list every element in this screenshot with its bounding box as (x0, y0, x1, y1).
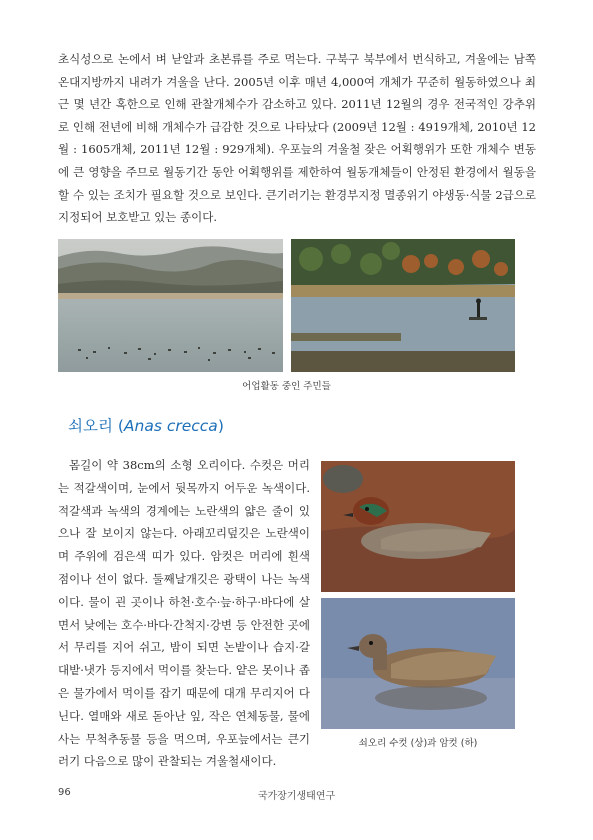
male-teal-photo (321, 461, 515, 592)
publication-title: 국가장기생태연구 (257, 791, 336, 802)
female-teal-photo (321, 598, 515, 729)
species-description: 몸길이 약 38cm의 소형 오리이다. 수컷은 머리는 적갈색이며, 눈에서 뒷목까지 어두운 녹색이다. 적갈색과 녹색의 경계에는 노란색의 얇은 줄이 있으나 잘 보이지 않는다. 아래꼬리덮깃은 노란색이며 주위에 검은색 띠가 있다. 암컷은 머리에 흰색 점이나 선이 없다. 둘째날개깃은 광택이 나는 녹색이다. 물이 괸 곳이나 하천·호수·늪·하구·바다에 살면서 낮에는 호수·바다·간척지·강변 등 안전한 곳에서 무리를 지어 쉬고, 밤이 되면 논밭이나 습지·갈대밭·냇가 등지에서 먹이를 찾는다. 얕은 못이나 좁은 물가에서 먹이를 잡기 때문에 대개 무리지어 다닌다. 열매와 새로 돋아난 잎, 작은 연체동물, 물에 사는 무척추동물 등을 먹으며, 우포늪에서는 큰기러기 다음으로 많이 관찰되는 겨울철새이다. (58, 458, 310, 769)
section-title-latin: Anas crecca (123, 417, 218, 435)
intro-paragraph: 초식성으로 논에서 벼 낟알과 초본류를 주로 먹는다. 구북구 북부에서 번식하고, 겨울에는 남쪽 온대지방까지 내려가 겨울을 난다. 2005년 이후 매년 4,000여 개체가 꾸준히 월동하였으나 최근 몇 년간 혹한으로 인해 관찰개체수가 감소하고 있다. 2011년 12월의 경우 전국적인 강추위로 인해 전년에 비해 개체수가 급감한 것으로 나타났다 (2009년 12월 : 4919개체, 2010년 12월 : 1605개체, 2011년 12월 : 929개체). 우포늪의 겨울철 잦은 어획행위가 또한 개체수 변동에 큰 영향을 주므로 월동기간 동안 어획행위를 제한하여 월동개체들이 안정된 환경에서 월동을 할 수 있는 조치가 필요할 것으로 보인다. 큰기러기는 환경부지정 멸종위기 야생동·식물 2급으로 지정되어 보호받고 있는 종이다. (58, 52, 536, 225)
section-title-korean: 쇠오리 (68, 417, 113, 435)
page-number: 96 (58, 787, 71, 798)
wetland-birds-photo (58, 239, 283, 372)
photo-caption-fishing: 어업활동 중인 주민들 (242, 381, 331, 392)
photo-caption-teal: 쇠오리 수컷 (상)과 암컷 (하) (358, 738, 478, 749)
section-title: 쇠오리 (Anas crecca) (68, 417, 224, 435)
fishing-activity-photo (291, 239, 515, 372)
